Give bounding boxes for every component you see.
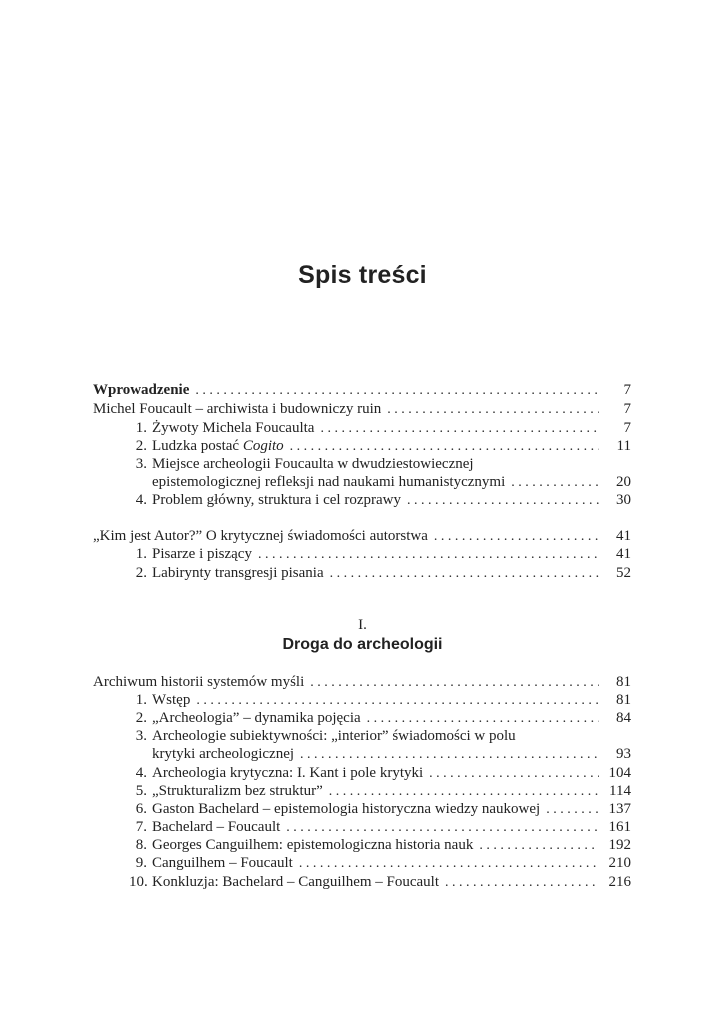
toc-entry (129, 491, 631, 510)
toc-entry-number: 3. (135, 456, 147, 472)
leader-dots (310, 673, 599, 692)
toc-entry (129, 800, 631, 819)
toc-page-number: 30 (616, 492, 631, 508)
toc-page-number: 210 (608, 855, 631, 871)
leader-dots (445, 873, 599, 892)
toc-entry-number: 1. (135, 692, 147, 708)
toc-entry-label: Żywoty Michela Foucaulta (152, 420, 315, 436)
leader-dots (407, 491, 599, 510)
toc-entry-label: Bachelard – Foucault (152, 819, 281, 835)
toc-entry-number: 8. (135, 837, 147, 853)
toc-page-number: 81 (616, 692, 631, 708)
toc-entry-label: Gaston Bachelard – epistemologia historyczna wiedzy naukowej (152, 801, 541, 817)
toc-entry-label: Archiwum historii systemów myśli (93, 674, 305, 690)
toc-entry-label: Labirynty transgresji pisania (152, 565, 324, 581)
leader-dots (300, 745, 599, 764)
toc-page-number: 84 (616, 710, 631, 726)
toc-entry-label: Archeologia krytyczna: I. Kant i pole krytyki (152, 765, 424, 781)
leader-dots (290, 437, 599, 456)
leader-dots (299, 854, 599, 873)
toc-entry (129, 437, 631, 456)
toc-entry-number: 3. (135, 728, 147, 744)
toc-entry-label: Archeologie subiektywności: „interior” świadomości w polu (152, 728, 516, 744)
leader-dots (330, 564, 599, 583)
page-title: Spis treści (298, 261, 427, 289)
toc-page-number: 114 (609, 783, 631, 799)
toc-entry-continuation (152, 473, 631, 492)
toc-entry (129, 854, 631, 873)
leader-dots (329, 782, 599, 801)
toc-entry (129, 836, 631, 855)
leader-dots (546, 800, 599, 819)
toc-page-number: 216 (608, 874, 631, 890)
toc-entry-label: „Kim jest Autor?” O krytycznej świadomości autorstwa (93, 528, 428, 544)
toc-entry-label: krytyki archeologicznej (152, 746, 295, 762)
toc-entry (129, 764, 631, 783)
toc-page-number: 7 (623, 420, 631, 436)
toc-entry-number: 2. (135, 710, 147, 726)
toc-entry-label: „Strukturalizm bez struktur” (152, 783, 323, 799)
toc-entry (129, 818, 631, 837)
leader-dots (286, 818, 599, 837)
toc-page-number: 104 (608, 765, 631, 781)
toc-page-number: 93 (616, 746, 631, 762)
toc-entry-number: 5. (135, 783, 147, 799)
toc-entry-label: Canguilhem – Foucault (152, 855, 293, 871)
leader-dots (434, 527, 599, 546)
toc-page-number: 20 (616, 474, 631, 490)
toc-page-number: 161 (608, 819, 631, 835)
leader-dots (258, 545, 599, 564)
toc-entry-label: Konkluzja: Bachelard – Canguilhem – Foucault (152, 874, 440, 890)
toc-entry-label: Miejsce archeologii Foucaulta w dwudziestowiecznej (152, 456, 474, 472)
toc-page-number: 81 (616, 674, 631, 690)
toc-entry-label: Pisarze i piszący (152, 546, 252, 562)
leader-dots (196, 691, 599, 710)
toc-entry-number: 2. (135, 438, 147, 454)
part-title: Droga do archeologii (282, 636, 443, 653)
leader-dots (511, 473, 599, 492)
toc-entry (129, 782, 631, 801)
toc-entry-wprowadzenie (93, 381, 631, 400)
toc-entry-label: Michel Foucault – archiwista i budowniczy ruin (93, 401, 382, 417)
toc-entry-continuation (152, 745, 631, 764)
toc-entry (129, 727, 631, 746)
toc-entry (129, 691, 631, 710)
toc-entry (129, 709, 631, 728)
toc-entry (129, 873, 631, 892)
toc-entry-number: 4. (135, 492, 147, 508)
leader-dots (429, 764, 599, 783)
toc-page-number: 7 (623, 401, 631, 417)
toc-entry (129, 455, 631, 474)
toc-entry-label: Georges Canguilhem: epistemologiczna historia nauk (152, 837, 474, 853)
toc-entry-label: „Archeologia” – dynamika pojęcia (152, 710, 361, 726)
toc-entry-kim-jest-autor (93, 527, 631, 546)
toc-entry-label: Wprowadzenie (93, 382, 190, 398)
toc-entry-label: epistemologicznej refleksji nad naukami humanistycznymi (152, 474, 506, 490)
toc-entry (129, 419, 631, 438)
leader-dots (479, 836, 599, 855)
toc-entry-italic: Cogito (242, 438, 284, 454)
toc-entry-number: 7. (135, 819, 147, 835)
toc-entry-number: 9. (135, 855, 147, 871)
toc-page-number: 41 (616, 546, 631, 562)
toc-page-number: 41 (616, 528, 631, 544)
leader-dots (320, 419, 599, 438)
toc-entry-label: Ludzka postać Cogito (152, 438, 284, 454)
toc-entry-number: 2. (135, 565, 147, 581)
leader-dots (367, 709, 599, 728)
toc-entry-number: 1. (135, 420, 147, 436)
toc-page-number: 11 (616, 438, 631, 454)
toc-entry-number: 1. (135, 546, 147, 562)
toc-entry-archiwum (93, 673, 631, 692)
part-number: I. (358, 617, 367, 633)
toc-entry (129, 545, 631, 564)
leader-dots (195, 381, 599, 400)
toc-entry-number: 10. (129, 874, 148, 890)
toc-page-number: 192 (608, 837, 631, 853)
toc-entry-label: Wstęp (152, 692, 191, 708)
toc-page-number: 7 (623, 382, 631, 398)
toc-entry (129, 564, 631, 583)
leader-dots (387, 400, 599, 419)
toc-entry-label: Problem główny, struktura i cel rozprawy (152, 492, 401, 508)
toc-page-number: 137 (608, 801, 631, 817)
toc-entry-number: 4. (135, 765, 147, 781)
toc-entry-foucault-archiwista (93, 400, 631, 419)
toc-entry-number: 6. (135, 801, 147, 817)
toc-page-number: 52 (616, 565, 631, 581)
